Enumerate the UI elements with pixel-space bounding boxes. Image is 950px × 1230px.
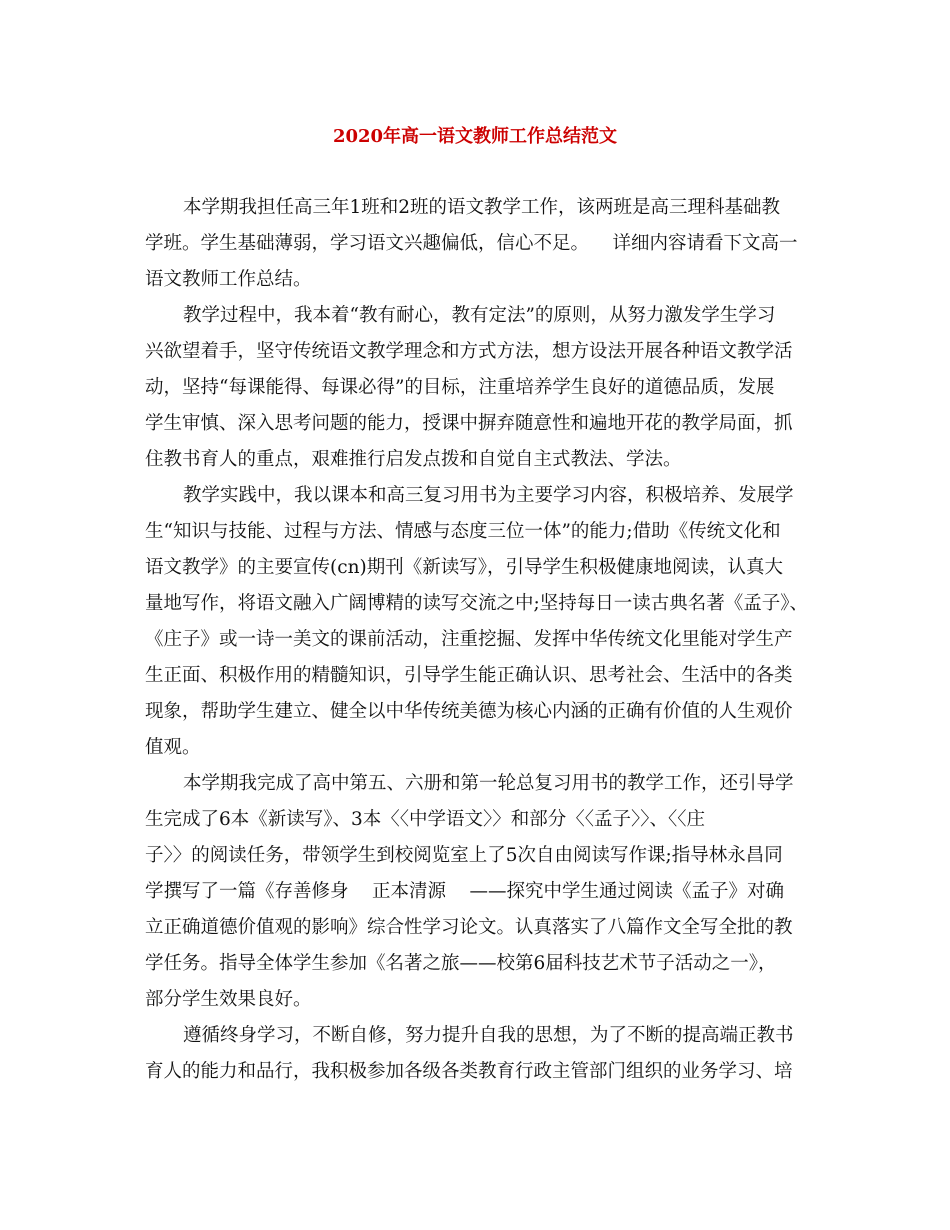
body-line: 兴欲望着手，坚守传统语文教学理念和方式方法，想方设法开展各种语文教学活 <box>145 341 793 362</box>
document-title: 2020年高一语文教师工作总结范文 <box>332 126 618 147</box>
body-line: 本学期我完成了高中第五、六册和第一轮总复习用书的教学工作，还引导学 <box>183 773 794 794</box>
body-line: 语文教师工作总结。 <box>145 269 312 290</box>
body-line: 生“知识与技能、过程与方法、情感与态度三位一体”的能力;借助《传统文化和 <box>145 521 781 542</box>
body-line: 教学实践中，我以课本和高三复习用书为主要学习内容，积极培养、发展学 <box>183 485 794 506</box>
body-line: 遵循终身学习，不断自修，努力提升自我的思想，为了不断的提高端正教书 <box>183 1025 794 1046</box>
body-line: 学任务。指导全体学生参加《名著之旅——校第6届科技艺术节子活动之一》， <box>145 953 777 974</box>
body-line: 住教书育人的重点，艰难推行启发点拨和自觉自主式教法、学法。 <box>145 449 682 470</box>
body-line: 生完成了6本《新读写》、3本〈〈中学语文〉〉和部分〈〈孟子〉〉、〈〈庄 <box>145 809 706 830</box>
body-line: 《庄子》或一诗一美文的课前活动，注重挖掘、发挥中华传统文化里能对学生产 <box>145 629 793 650</box>
body-line: 育人的能力和品行，我积极参加各级各类教育行政主管部门组织的业务学习、培 <box>145 1061 793 1082</box>
body-line: 立正确道德价值观的影响》综合性学习论文。认真落实了八篇作文全写全批的教 <box>145 917 793 938</box>
body-line: 学撰写了一篇《存善修身 正本清源 ——探究中学生通过阅读《孟子》对确 <box>145 881 785 902</box>
body-line: 本学期我担任高三年1班和2班的语文教学工作，该两班是高三理科基础教 <box>183 197 781 218</box>
body-line: 值观。 <box>145 737 201 758</box>
body-line: 语文教学》的主要宣传(cn)期刊《新读写》，引导学生积极健康地阅读，认真大 <box>145 557 783 578</box>
document-body <box>145 190 809 1090</box>
body-line: 现象，帮助学生建立、健全以中华传统美德为核心内涵的正确有价值的人生观价 <box>145 701 793 722</box>
body-line: 教学过程中，我本着“教有耐心，教有定法”的原则，从努力激发学生学习 <box>183 305 776 326</box>
body-line: 学生审慎、深入思考问题的能力，授课中摒弃随意性和遍地开花的教学局面，抓 <box>145 413 793 434</box>
body-line: 子〉〉的阅读任务，带领学生到校阅览室上了5次自由阅读写作课;指导林永昌同 <box>145 845 783 866</box>
body-line: 量地写作，将语文融入广阔博精的读写交流之中;坚持每日一读古典名著《孟子》、 <box>145 593 808 614</box>
body-line: 部分学生效果良好。 <box>145 989 312 1010</box>
body-line: 动，坚持“每课能得、每课必得”的目标，注重培养学生良好的道德品质，发展 <box>145 377 775 398</box>
body-line: 生正面、积极作用的精髓知识，引导学生能正确认识、思考社会、生活中的各类 <box>145 665 793 686</box>
body-line: 学班。学生基础薄弱，学习语文兴趣偏低，信心不足。 详细内容请看下文高一 <box>145 233 798 254</box>
